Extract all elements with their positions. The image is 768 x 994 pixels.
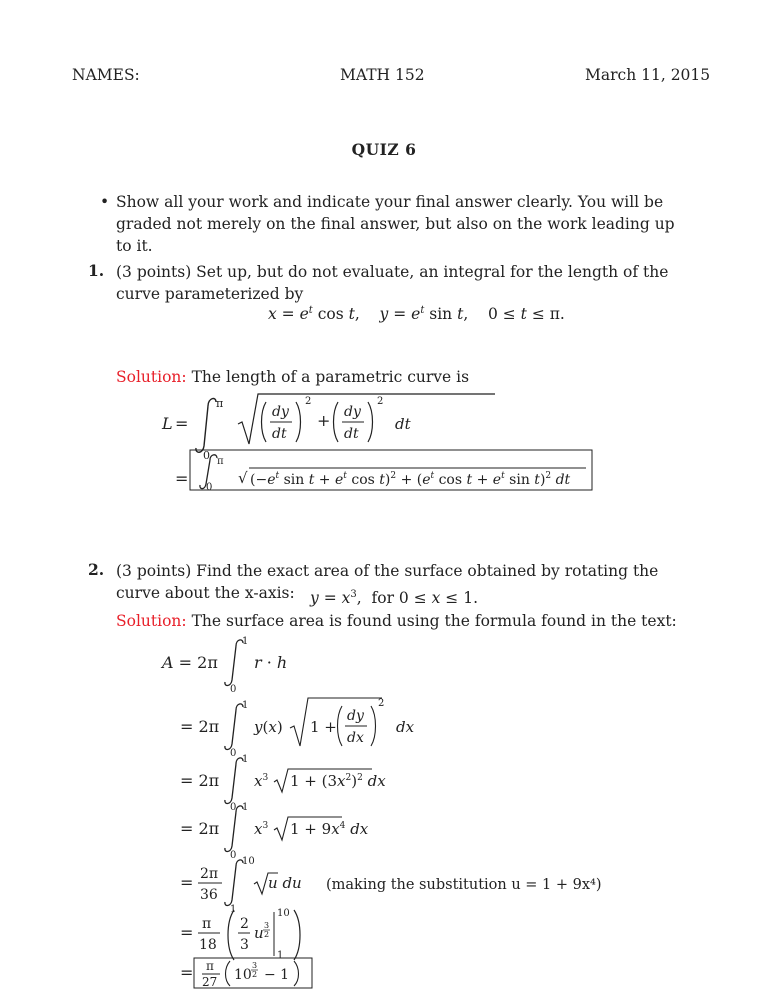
svg-text:=: = <box>180 873 194 892</box>
svg-text:π: π <box>206 959 214 973</box>
svg-text:2: 2 <box>240 916 249 932</box>
svg-text:2: 2 <box>252 970 258 979</box>
problem-2-substitution-note: (making the substitution u = 1 + 9x⁴) <box>326 877 602 893</box>
problem-2-prompt: (3 points) Find the exact area of the surface obtained by rotating the curve about the x-axis: <box>116 562 659 602</box>
svg-text:(−et sin t + et cos t)2 + (et: ($-e^t$ $\sin t + e^t$ $\cos t)^2 + (e^t$ $\cos t + e^t$ sin t)$^2$ dt <box>250 471 571 488</box>
problem-1-solution-intro: The length of a parametric curve is <box>191 368 470 386</box>
svg-text:1 + 9x4 dx: $1 + 9x^4$ dx <box>290 820 369 838</box>
svg-text:π: π <box>202 916 212 932</box>
svg-text:2: 2 <box>378 698 385 709</box>
svg-text:10: 10 <box>242 856 255 867</box>
svg-text:u du: u du <box>268 874 302 892</box>
svg-text:0: 0 <box>230 748 237 759</box>
svg-text:+: + <box>317 411 331 430</box>
svg-text:dy: dy <box>347 708 364 724</box>
problem-2-curve-equation: $y = x^3$, for 0 ≤ x ≤ 1. <box>310 589 479 608</box>
svg-text:3: 3 <box>264 921 270 930</box>
svg-text:10: 10 <box>234 967 252 983</box>
problem-2-solution-intro: The surface area is found using the formula found in the text: <box>191 612 677 630</box>
svg-text:1: 1 <box>242 754 249 765</box>
svg-text:A = 2π: A = 2π <box>162 653 218 672</box>
svg-text:− 1: − 1 <box>264 967 290 983</box>
svg-text:27: 27 <box>202 975 218 989</box>
svg-text:y(x): y(x) <box>254 718 283 736</box>
svg-text:2: 2 <box>264 930 270 939</box>
svg-text:r · h: r · h <box>254 653 288 672</box>
svg-text:= 2π: = 2π <box>180 717 220 736</box>
svg-text:1 + (3x2)2 dx: $1 + (3x^2)^2$ dx <box>290 772 386 790</box>
svg-text:1: 1 <box>242 700 249 711</box>
problem-1-solution-label: Solution: <box>116 368 187 386</box>
header-date: March 11, 2015 <box>585 66 711 84</box>
problem-1-prompt: (3 points) Set up, but do not evaluate, an integral for the length of the curve parameterized by <box>116 263 669 303</box>
svg-text:=: = <box>180 963 194 982</box>
svg-text:√: √ <box>238 469 248 487</box>
problem-1-lower-limit: 0 <box>206 482 213 493</box>
problem-2-number: 2. <box>88 560 105 579</box>
svg-text:1: 1 <box>230 904 237 915</box>
svg-text:= 2π: = 2π <box>180 819 220 838</box>
svg-text:π: π <box>217 456 224 467</box>
header-course: MATH 152 <box>340 66 425 84</box>
problem-2-final-steps <box>150 904 450 990</box>
svg-text:=: = <box>175 469 189 488</box>
svg-text:10: 10 <box>277 908 290 919</box>
svg-text:18: 18 <box>199 937 217 953</box>
problem-1-number: 1. <box>88 261 105 280</box>
svg-text:2: 2 <box>377 396 384 407</box>
svg-text:dt: dt <box>395 415 411 433</box>
svg-text:dy: dy <box>344 404 361 420</box>
svg-text:x3: $x^3$ <box>254 772 269 790</box>
svg-text:0: 0 <box>230 802 237 813</box>
svg-text:dx: dx <box>396 718 415 736</box>
svg-text:0: 0 <box>203 449 210 462</box>
problem-1-curve-equation: $x = e^t$ cos t, $y = e^t$ sin t, 0 ≤ t ≤ π. <box>268 305 565 324</box>
svg-text:dt: dt <box>344 426 359 442</box>
svg-text:3: 3 <box>240 937 249 953</box>
svg-text:1 +: 1 + <box>310 718 337 736</box>
svg-text:x3: $x^3$ <box>254 820 269 838</box>
instructions <box>100 191 676 257</box>
svg-text:1: 1 <box>242 802 249 813</box>
svg-text:=: = <box>180 923 194 942</box>
svg-text:1: 1 <box>277 950 284 961</box>
svg-text:2: 2 <box>305 396 312 407</box>
svg-text:36: 36 <box>200 887 218 903</box>
svg-text:3: 3 <box>252 961 258 970</box>
problem-1-arc-length-formula <box>150 384 600 494</box>
svg-text:1: 1 <box>242 636 249 647</box>
svg-text:L: L <box>162 414 173 433</box>
svg-text:= 2π: = 2π <box>180 771 220 790</box>
quiz-title: QUIZ 6 <box>351 140 417 159</box>
svg-text:u: u <box>254 924 264 942</box>
header-names: NAMES: <box>72 66 140 84</box>
svg-text:dt: dt <box>272 426 287 442</box>
svg-text:2π: 2π <box>200 866 219 882</box>
bullet-icon: • <box>100 193 110 211</box>
svg-text:dy: dy <box>272 404 289 420</box>
svg-text:dx: dx <box>347 730 364 746</box>
instructions-text: Show all your work and indicate your final answer clearly. You will be graded not merely on the final answer, but also on the work leading up to it. <box>116 193 675 255</box>
problem-2-solution-line <box>116 612 677 630</box>
svg-text:π: π <box>216 397 224 410</box>
svg-text:0: 0 <box>230 684 237 695</box>
svg-text:=: = <box>175 414 189 433</box>
problem-2-surface-area-derivation <box>150 632 590 942</box>
svg-text:0: 0 <box>230 850 237 861</box>
problem-2-solution-label: Solution: <box>116 612 187 630</box>
